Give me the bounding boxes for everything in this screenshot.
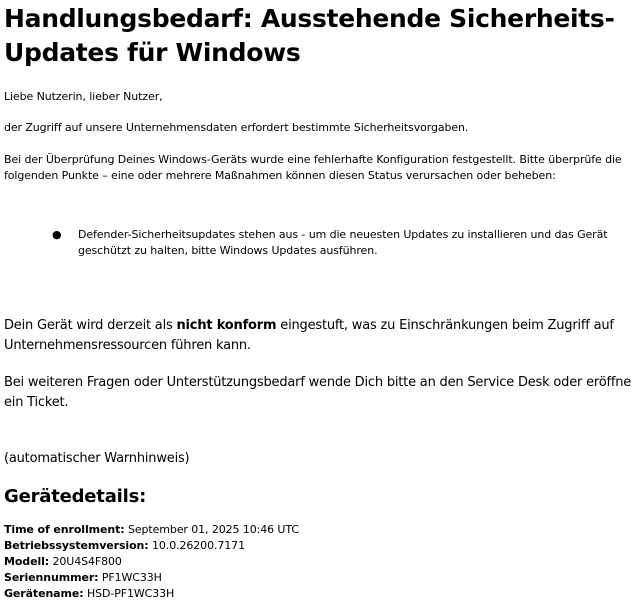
detail-label: Modell: [4,555,50,568]
compliance-status-text [4,316,636,356]
status-prefix: Dein Gerät wird derzeit als [4,318,177,333]
intro-text: der Zugriff auf unsere Unternehmensdaten erfordert bestimmte Sicherheitsvorgaben. [4,121,469,134]
detail-label: Gerätename: [4,587,84,600]
bullet-text: Defender-Sicherheitsupdates stehen aus - um die neuesten Updates zu installieren und das Gerät geschützt zu halten, bitte Windows Updates ausführen. [78,228,608,257]
detail-value: HSD-PF1WC33H [86,587,175,600]
detail-label: Betriebssystemversion: [4,539,149,552]
list-item [51,227,611,259]
detail-row-device-name [4,586,634,602]
detail-value: PF1WC33H [101,571,162,584]
bullet-icon: ● [52,228,62,241]
detail-value: September 01, 2025 10:46 UTC [127,523,299,536]
detail-label: Time of enrollment: [4,523,125,536]
status-noncompliant: nicht konform [176,318,277,333]
detail-value: 10.0.26200.7171 [152,539,245,552]
detail-value: 20U4S4F800 [52,555,122,568]
detail-row-model [4,554,634,570]
support-text: Bei weiteren Fragen oder Unterstützungsbedarf wende Dich bitte an den Service Desk oder eröffne ein Ticket. [4,375,632,410]
detail-label: Seriennummer: [4,571,99,584]
auto-notice: (automatischer Warnhinweis) [4,451,190,466]
detail-row-os-version [4,538,634,554]
status-suffix: eingestuft, was zu Einschränkungen beim Zugriff auf Unternehmensressourcen führen kann. [4,318,614,353]
device-details-heading: Gerätedetails: [4,486,147,507]
device-details [4,522,634,602]
detail-row-serial [4,570,634,586]
finding-text: Bei der Überprüfung Deines Windows-Geräts wurde eine fehlerhafte Konfiguration festgestellt. Bitte überprüfe die folgenden Punkte – eine oder mehrere Maßnahmen können diesen Status verursachen oder beheben: [4,153,622,182]
greeting: Liebe Nutzerin, lieber Nutzer, [4,90,163,103]
email-title: Handlungsbedarf: Ausstehende Sicherheits-Updates für Windows [4,4,615,67]
detail-row-enrollment [4,522,634,538]
